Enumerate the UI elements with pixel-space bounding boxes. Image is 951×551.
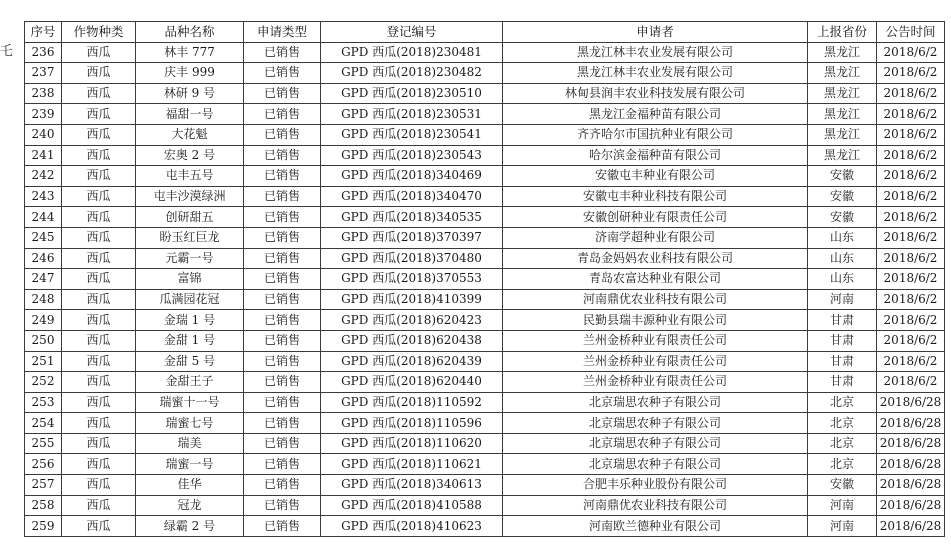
cell-registration-no: GPD 西瓜(2018)110592 [321, 392, 503, 413]
cell-applicant: 黑龙江林丰农业发展有限公司 [503, 63, 808, 84]
cell-variety-name: 元霸一号 [136, 248, 244, 269]
cell-province: 甘肃 [808, 310, 877, 331]
cell-registration-no: GPD 西瓜(2018)230541 [321, 124, 503, 145]
cell-crop-type: 西瓜 [62, 63, 136, 84]
cell-crop-type: 西瓜 [62, 83, 136, 104]
cell-announce-date: 2018/6/2 [877, 351, 945, 372]
cell-registration-no: GPD 西瓜(2018)340469 [321, 166, 503, 187]
cell-serial-no: 254 [25, 413, 62, 434]
cell-registration-no: GPD 西瓜(2018)110620 [321, 433, 503, 454]
cell-crop-type: 西瓜 [62, 454, 136, 475]
cell-announce-date: 2018/6/28 [877, 475, 945, 496]
cell-serial-no: 246 [25, 248, 62, 269]
table-row [25, 289, 945, 310]
cell-registration-no: GPD 西瓜(2018)230543 [321, 145, 503, 166]
table-row [25, 42, 945, 63]
cell-crop-type: 西瓜 [62, 207, 136, 228]
cell-province: 甘肃 [808, 351, 877, 372]
cell-serial-no: 237 [25, 63, 62, 84]
cell-crop-type: 西瓜 [62, 392, 136, 413]
cell-announce-date: 2018/6/2 [877, 42, 945, 63]
cell-province: 山东 [808, 227, 877, 248]
table-row [25, 454, 945, 475]
cell-registration-no: GPD 西瓜(2018)410588 [321, 495, 503, 516]
cell-registration-no: GPD 西瓜(2018)620439 [321, 351, 503, 372]
cell-serial-no: 255 [25, 433, 62, 454]
cell-province: 河南 [808, 516, 877, 537]
cell-province: 黑龙江 [808, 145, 877, 166]
cell-variety-name: 屯丰五号 [136, 166, 244, 187]
cell-serial-no: 253 [25, 392, 62, 413]
cell-application-type: 已销售 [244, 330, 321, 351]
cell-registration-no: GPD 西瓜(2018)620440 [321, 372, 503, 393]
table-row [25, 166, 945, 187]
cell-registration-no: GPD 西瓜(2018)620438 [321, 330, 503, 351]
cell-serial-no: 248 [25, 289, 62, 310]
cell-announce-date: 2018/6/28 [877, 516, 945, 537]
cell-application-type: 已销售 [244, 63, 321, 84]
cell-registration-no: GPD 西瓜(2018)230510 [321, 83, 503, 104]
cell-crop-type: 西瓜 [62, 372, 136, 393]
cell-serial-no: 240 [25, 124, 62, 145]
cell-serial-no: 236 [25, 42, 62, 63]
cell-registration-no: GPD 西瓜(2018)370553 [321, 269, 503, 290]
cell-province: 安徽 [808, 207, 877, 228]
cell-announce-date: 2018/6/28 [877, 454, 945, 475]
cell-serial-no: 252 [25, 372, 62, 393]
table-row [25, 516, 945, 537]
cell-variety-name: 瑞蜜一号 [136, 454, 244, 475]
cell-crop-type: 西瓜 [62, 516, 136, 537]
cell-crop-type: 西瓜 [62, 495, 136, 516]
table-row [25, 372, 945, 393]
cell-applicant: 哈尔滨金福种苗有限公司 [503, 145, 808, 166]
cell-applicant: 安徽屯丰种业有限公司 [503, 166, 808, 187]
cell-applicant: 兰州金桥种业有限责任公司 [503, 372, 808, 393]
cell-applicant: 北京瑞思农种子有限公司 [503, 392, 808, 413]
cell-applicant: 黑龙江林丰农业发展有限公司 [503, 42, 808, 63]
cell-serial-no: 259 [25, 516, 62, 537]
cell-province: 黑龙江 [808, 83, 877, 104]
cell-application-type: 已销售 [244, 516, 321, 537]
cell-crop-type: 西瓜 [62, 124, 136, 145]
cell-application-type: 已销售 [244, 495, 321, 516]
cell-registration-no: GPD 西瓜(2018)230481 [321, 42, 503, 63]
cell-application-type: 已销售 [244, 207, 321, 228]
cell-applicant: 济南学超种业有限公司 [503, 227, 808, 248]
cell-serial-no: 249 [25, 310, 62, 331]
cell-crop-type: 西瓜 [62, 330, 136, 351]
cell-applicant: 兰州金桥种业有限责任公司 [503, 351, 808, 372]
cell-crop-type: 西瓜 [62, 42, 136, 63]
cell-variety-name: 创研甜五 [136, 207, 244, 228]
cell-crop-type: 西瓜 [62, 475, 136, 496]
table-row [25, 248, 945, 269]
cell-province: 甘肃 [808, 372, 877, 393]
table-row [25, 124, 945, 145]
cell-application-type: 已销售 [244, 433, 321, 454]
cell-variety-name: 林研 9 号 [136, 83, 244, 104]
header-province: 上报省份 [808, 22, 877, 43]
cell-applicant: 北京瑞思农种子有限公司 [503, 433, 808, 454]
cell-province: 黑龙江 [808, 124, 877, 145]
cell-variety-name: 宏奥 2 号 [136, 145, 244, 166]
cell-variety-name: 瓜满园花冠 [136, 289, 244, 310]
cell-announce-date: 2018/6/2 [877, 310, 945, 331]
header-crop-type: 作物种类 [62, 22, 136, 43]
header-announce-date: 公告时间 [877, 22, 945, 43]
cell-province: 甘肃 [808, 330, 877, 351]
cell-registration-no: GPD 西瓜(2018)410399 [321, 289, 503, 310]
table-row [25, 310, 945, 331]
cell-application-type: 已销售 [244, 104, 321, 125]
cell-variety-name: 金甜 1 号 [136, 330, 244, 351]
cell-application-type: 已销售 [244, 310, 321, 331]
cell-application-type: 已销售 [244, 166, 321, 187]
cell-province: 黑龙江 [808, 42, 877, 63]
cell-announce-date: 2018/6/2 [877, 124, 945, 145]
cell-serial-no: 244 [25, 207, 62, 228]
cell-serial-no: 247 [25, 269, 62, 290]
cell-announce-date: 2018/6/28 [877, 433, 945, 454]
cell-applicant: 青岛金妈妈农业科技有限公司 [503, 248, 808, 269]
cell-province: 安徽 [808, 186, 877, 207]
table-row [25, 186, 945, 207]
header-variety-name: 品种名称 [136, 22, 244, 43]
cell-variety-name: 屯丰沙漠绿洲 [136, 186, 244, 207]
cell-announce-date: 2018/6/2 [877, 166, 945, 187]
cell-application-type: 已销售 [244, 351, 321, 372]
cell-announce-date: 2018/6/2 [877, 83, 945, 104]
table-row [25, 495, 945, 516]
table-row [25, 330, 945, 351]
cell-application-type: 已销售 [244, 227, 321, 248]
cell-announce-date: 2018/6/2 [877, 330, 945, 351]
cell-serial-no: 239 [25, 104, 62, 125]
cell-application-type: 已销售 [244, 248, 321, 269]
cell-application-type: 已销售 [244, 454, 321, 475]
cell-announce-date: 2018/6/2 [877, 186, 945, 207]
cell-applicant: 河南欧兰德种业有限公司 [503, 516, 808, 537]
table-row [25, 269, 945, 290]
cell-crop-type: 西瓜 [62, 248, 136, 269]
cell-serial-no: 257 [25, 475, 62, 496]
cell-applicant: 黑龙江金福种苗有限公司 [503, 104, 808, 125]
cell-crop-type: 西瓜 [62, 166, 136, 187]
cell-application-type: 已销售 [244, 186, 321, 207]
cropped-edge-text: 乇 [0, 44, 14, 59]
cell-serial-no: 242 [25, 166, 62, 187]
cell-crop-type: 西瓜 [62, 351, 136, 372]
cell-applicant: 齐齐哈尔市国抗种业有限公司 [503, 124, 808, 145]
cell-registration-no: GPD 西瓜(2018)620423 [321, 310, 503, 331]
cell-variety-name: 金甜 5 号 [136, 351, 244, 372]
cell-variety-name: 大花魁 [136, 124, 244, 145]
table-row [25, 104, 945, 125]
cell-application-type: 已销售 [244, 42, 321, 63]
table-row [25, 83, 945, 104]
cell-announce-date: 2018/6/2 [877, 269, 945, 290]
cell-registration-no: GPD 西瓜(2018)340535 [321, 207, 503, 228]
cell-applicant: 兰州金桥种业有限责任公司 [503, 330, 808, 351]
cell-variety-name: 富锦 [136, 269, 244, 290]
cell-application-type: 已销售 [244, 145, 321, 166]
cell-variety-name: 福甜一号 [136, 104, 244, 125]
cell-province: 河南 [808, 289, 877, 310]
cell-announce-date: 2018/6/28 [877, 495, 945, 516]
cell-application-type: 已销售 [244, 413, 321, 434]
table-header-row [25, 22, 945, 43]
cell-registration-no: GPD 西瓜(2018)340613 [321, 475, 503, 496]
cell-announce-date: 2018/6/2 [877, 104, 945, 125]
cell-serial-no: 241 [25, 145, 62, 166]
cell-province: 安徽 [808, 475, 877, 496]
cell-serial-no: 243 [25, 186, 62, 207]
cell-applicant: 合肥丰乐种业股份有限公司 [503, 475, 808, 496]
table-row [25, 433, 945, 454]
cell-application-type: 已销售 [244, 289, 321, 310]
table-row [25, 392, 945, 413]
cell-application-type: 已销售 [244, 475, 321, 496]
cell-province: 河南 [808, 495, 877, 516]
header-serial-no: 序号 [25, 22, 62, 43]
header-registration-no: 登记编号 [321, 22, 503, 43]
cell-announce-date: 2018/6/2 [877, 289, 945, 310]
cell-application-type: 已销售 [244, 392, 321, 413]
cell-crop-type: 西瓜 [62, 310, 136, 331]
cell-serial-no: 245 [25, 227, 62, 248]
cell-crop-type: 西瓜 [62, 289, 136, 310]
table-row [25, 475, 945, 496]
cell-province: 北京 [808, 413, 877, 434]
cell-announce-date: 2018/6/2 [877, 63, 945, 84]
cell-province: 黑龙江 [808, 63, 877, 84]
table-row [25, 227, 945, 248]
cell-variety-name: 瑞蜜十一号 [136, 392, 244, 413]
cell-crop-type: 西瓜 [62, 413, 136, 434]
cell-province: 北京 [808, 433, 877, 454]
cell-applicant: 青岛农富达种业有限公司 [503, 269, 808, 290]
cell-applicant: 民勤县瑞丰源种业有限公司 [503, 310, 808, 331]
variety-registration-table [24, 21, 945, 537]
cell-announce-date: 2018/6/2 [877, 145, 945, 166]
cell-serial-no: 250 [25, 330, 62, 351]
cell-province: 北京 [808, 454, 877, 475]
cell-application-type: 已销售 [244, 372, 321, 393]
cell-variety-name: 林丰 777 [136, 42, 244, 63]
cell-registration-no: GPD 西瓜(2018)110596 [321, 413, 503, 434]
cell-variety-name: 佳华 [136, 475, 244, 496]
cell-application-type: 已销售 [244, 124, 321, 145]
header-applicant: 申请者 [503, 22, 808, 43]
cell-variety-name: 冠龙 [136, 495, 244, 516]
cell-registration-no: GPD 西瓜(2018)370397 [321, 227, 503, 248]
cell-variety-name: 庆丰 999 [136, 63, 244, 84]
cell-announce-date: 2018/6/28 [877, 392, 945, 413]
cell-announce-date: 2018/6/2 [877, 248, 945, 269]
cell-applicant: 河南鼎优农业科技有限公司 [503, 495, 808, 516]
cell-crop-type: 西瓜 [62, 269, 136, 290]
cell-province: 山东 [808, 269, 877, 290]
cell-variety-name: 绿霸 2 号 [136, 516, 244, 537]
cell-registration-no: GPD 西瓜(2018)110621 [321, 454, 503, 475]
cell-application-type: 已销售 [244, 83, 321, 104]
table-row [25, 63, 945, 84]
cell-serial-no: 251 [25, 351, 62, 372]
cell-province: 山东 [808, 248, 877, 269]
cell-applicant: 林甸县润丰农业科技发展有限公司 [503, 83, 808, 104]
cell-announce-date: 2018/6/2 [877, 372, 945, 393]
table-row [25, 351, 945, 372]
cell-applicant: 河南鼎优农业科技有限公司 [503, 289, 808, 310]
cell-serial-no: 238 [25, 83, 62, 104]
cell-applicant: 安徽屯丰种业科技有限公司 [503, 186, 808, 207]
cell-province: 北京 [808, 392, 877, 413]
cell-province: 黑龙江 [808, 104, 877, 125]
cell-variety-name: 瑞美 [136, 433, 244, 454]
cell-announce-date: 2018/6/2 [877, 227, 945, 248]
cell-application-type: 已销售 [244, 269, 321, 290]
cell-province: 安徽 [808, 166, 877, 187]
cell-crop-type: 西瓜 [62, 104, 136, 125]
table-row [25, 413, 945, 434]
cell-registration-no: GPD 西瓜(2018)370480 [321, 248, 503, 269]
header-application-type: 申请类型 [244, 22, 321, 43]
cell-crop-type: 西瓜 [62, 145, 136, 166]
table-body [25, 42, 945, 536]
cell-announce-date: 2018/6/28 [877, 413, 945, 434]
cell-applicant: 安徽创研种业有限责任公司 [503, 207, 808, 228]
cell-variety-name: 盼玉红巨龙 [136, 227, 244, 248]
table-row [25, 207, 945, 228]
table-row [25, 145, 945, 166]
cell-registration-no: GPD 西瓜(2018)230482 [321, 63, 503, 84]
cell-serial-no: 258 [25, 495, 62, 516]
cell-crop-type: 西瓜 [62, 186, 136, 207]
cell-applicant: 北京瑞思农种子有限公司 [503, 454, 808, 475]
cell-crop-type: 西瓜 [62, 433, 136, 454]
cell-variety-name: 瑞蜜七号 [136, 413, 244, 434]
cell-announce-date: 2018/6/2 [877, 207, 945, 228]
cell-registration-no: GPD 西瓜(2018)230531 [321, 104, 503, 125]
cell-crop-type: 西瓜 [62, 227, 136, 248]
cell-applicant: 北京瑞思农种子有限公司 [503, 413, 808, 434]
cell-variety-name: 金甜王子 [136, 372, 244, 393]
cell-variety-name: 金瑞 1 号 [136, 310, 244, 331]
cell-registration-no: GPD 西瓜(2018)410623 [321, 516, 503, 537]
cell-serial-no: 256 [25, 454, 62, 475]
cell-registration-no: GPD 西瓜(2018)340470 [321, 186, 503, 207]
